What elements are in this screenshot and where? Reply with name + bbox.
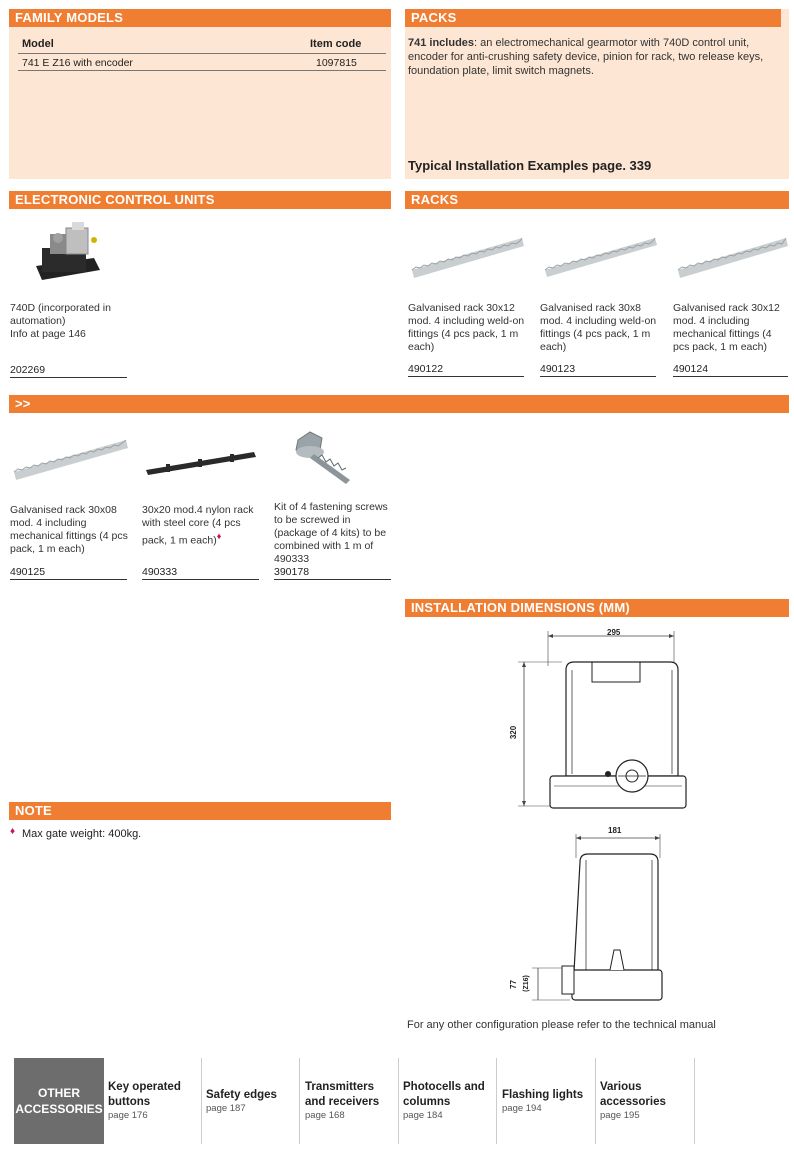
screw-kit-image [288, 428, 358, 490]
note-text: Max gate weight: 400kg. [22, 828, 142, 840]
rack-desc-490125: Galvanised rack 30x08 mod. 4 including mechanical fittings (4 pcs pack, 1 m each) [10, 504, 128, 555]
packs-panel [405, 9, 789, 179]
footer-link-page: page 194 [502, 1103, 542, 1114]
dim-height-label: 320 [509, 725, 519, 740]
footer-link-various-accessories[interactable] [596, 1058, 695, 1144]
screw-kit-code: 390178 [274, 566, 391, 580]
rack-desc-490122: Galvanised rack 30x12 mod. 4 including weld-on fittings (4 pcs pack, 1 m each) [408, 302, 525, 353]
model-row-name: 741 E Z16 with encoder [22, 57, 133, 69]
dim-depth-label: 181 [608, 826, 622, 835]
footer-link-title: Transmitters and receivers [305, 1081, 380, 1108]
footer-link-photocells[interactable] [399, 1058, 497, 1144]
table-row-rule [18, 70, 386, 71]
nylon-rack-marker: ♦ [216, 531, 222, 541]
control-unit-image [28, 218, 108, 290]
footer-link-title: Various accessories [600, 1081, 666, 1108]
footer-link-key-buttons[interactable] [104, 1058, 202, 1144]
other-accessories-text: OTHER ACCESSORIES [15, 1086, 103, 1116]
footer-link-page: page 168 [305, 1110, 345, 1121]
footer-link-flashing-lights[interactable] [497, 1058, 596, 1144]
typical-installation-link: Typical Installation Examples page. 339 [408, 158, 652, 173]
technical-manual-note: For any other configuration please refer to the technical manual [407, 1019, 716, 1031]
footer-link-page: page 195 [600, 1110, 640, 1121]
footer-link-page: page 187 [206, 1103, 246, 1114]
col-item-code-header: Item code [310, 38, 362, 50]
packs-description [408, 36, 780, 78]
rack-code-490125: 490125 [10, 566, 127, 580]
footer-link-title: Key operated buttons [108, 1081, 181, 1108]
packs-text: : an electromechanical gearmotor with 740D control unit, encoder for anti-crushing safety device, pinion for rack, two release keys, foundation plate, limit switch magnets. [408, 37, 764, 77]
model-row-code: 1097815 [316, 57, 357, 69]
rack-code-490122: 490122 [408, 363, 524, 377]
col-model-header: Model [22, 38, 54, 50]
ecu-header: ELECTRONIC CONTROL UNITS [9, 191, 391, 209]
dim-small-label: 77 [508, 980, 518, 989]
nylon-rack-desc [142, 504, 260, 548]
footer-link-title: Photocells and columns [403, 1081, 485, 1108]
other-accessories-label [14, 1058, 104, 1144]
note-header: NOTE [9, 802, 391, 820]
nylon-rack-image [144, 446, 258, 480]
screw-kit-desc: Kit of 4 fastening screws to be screwed in (package of 4 kits) to be combined with 1 m of 490333 [274, 501, 388, 565]
footer-link-transmitters[interactable] [300, 1058, 399, 1144]
nylon-rack-desc-text: 30x20 mod.4 nylon rack with steel core (4 pcs pack, 1 m each) [142, 504, 254, 547]
family-models-panel [9, 9, 391, 179]
footer-link-title: Flashing lights [502, 1089, 584, 1101]
footer-link-page: page 184 [403, 1110, 443, 1121]
rack-code-490124: 490124 [673, 363, 788, 377]
table-header-rule [18, 53, 386, 54]
rack-code-490123: 490123 [540, 363, 656, 377]
racks-header: RACKS [405, 191, 789, 209]
packs-lead: 741 includes [408, 37, 475, 49]
nylon-rack-code: 490333 [142, 566, 259, 580]
footer-link-title: Safety edges [206, 1089, 277, 1101]
installation-dimensions-header: INSTALLATION DIMENSIONS (MM) [405, 599, 789, 617]
packs-header: PACKS [405, 9, 781, 27]
rack-image-490123 [543, 232, 659, 280]
rack-desc-490123: Galvanised rack 30x8 mod. 4 including weld-on fittings (4 pcs pack, 1 m each) [540, 302, 657, 353]
rack-image-490122 [410, 232, 526, 280]
footer-link-page: page 176 [108, 1110, 148, 1121]
side-view-drawing [518, 834, 668, 1006]
front-view-drawing [510, 626, 690, 812]
rack-desc-490124: Galvanised rack 30x12 mod. 4 including mechanical fittings (4 pcs pack, 1 m each) [673, 302, 780, 353]
note-bullet: ♦ [10, 826, 16, 837]
ecu-description: 740D (incorporated in automation) Info at page 146 [10, 302, 111, 340]
family-models-header: FAMILY MODELS [9, 9, 391, 27]
footer-link-safety-edges[interactable] [202, 1058, 300, 1144]
rack-image-490124 [676, 232, 790, 280]
ecu-item-code: 202269 [10, 364, 127, 378]
more-accessories-header: >> [9, 395, 789, 413]
dim-small-note: (Z16) [522, 975, 530, 992]
dim-width-label: 295 [607, 628, 621, 637]
rack-image-490125 [12, 434, 130, 482]
